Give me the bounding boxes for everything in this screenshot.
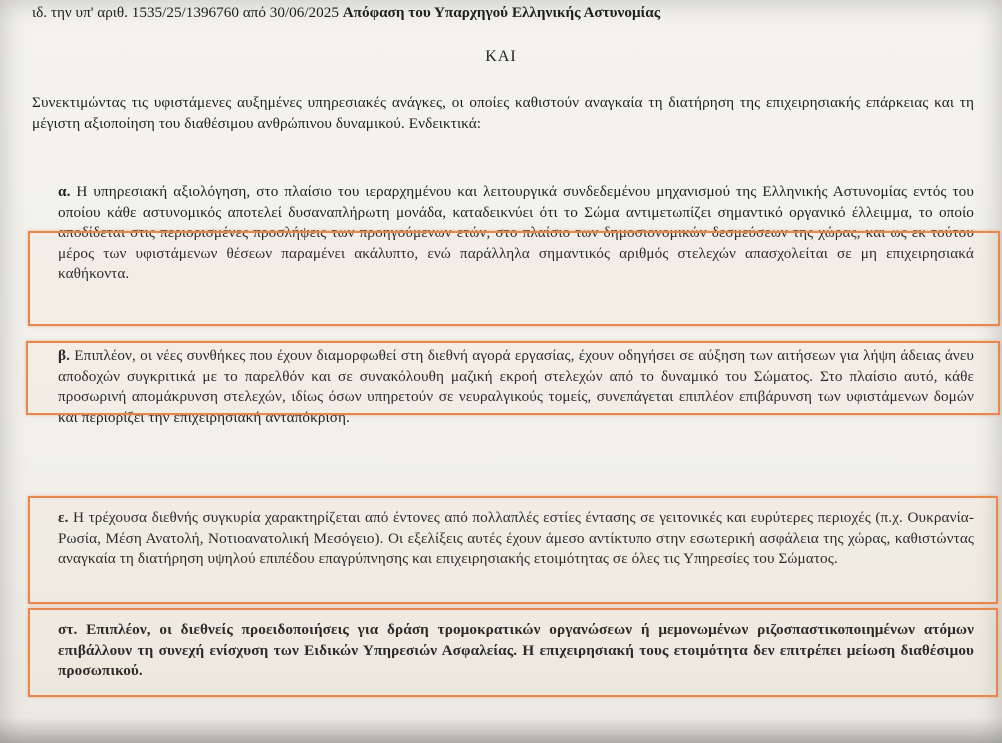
paragraph-b-label: β. — [58, 347, 70, 364]
heading-kai: ΚΑΙ — [485, 48, 517, 65]
paragraph-st — [58, 620, 974, 682]
paragraph-b — [58, 346, 974, 428]
paragraph-e-label: ε. — [58, 509, 69, 526]
paragraph-e-text: Η τρέχουσα διεθνής συγκυρία χαρακτηρίζεται από έντονες από πολλαπλές εστίες έντασης σε γειτονικές και ευρύτερες περιοχές (π.χ. Ουκρανία-Ρωσία, Μέση Ανατολή, Νοτιοανατολική Μεσόγειο). Οι εξελίξεις αυτές έχουν άμεσο αντίκτυπο στην εσωτερική ασφάλεια της χώρας, καθιστώντας αναγκαία τη διατήρηση υψηλού επιπέδου επαγρύπνησης και επιχειρησιακής ετοιμότητας σε όλες τις Υπηρεσίες του Σώματος. — [58, 509, 974, 568]
reference-prefix: ιδ. την υπ' αριθ. 1535/25/1396760 από 30/06/2025 — [32, 4, 339, 21]
paragraph-a-label: α. — [58, 183, 71, 200]
paragraph-b-text: Επιπλέον, οι νέες συνθήκες που έχουν διαμορφωθεί στη διεθνή αγορά εργασίας, έχουν οδηγήσει σε αύξηση των αιτήσεων για λήψη άδειας άνευ αποδοχών συγκριτικά με το παρελθόν και σε συνακόλουθη μαζική εκροή στελεχών από το δυναμικό του Σώματος. Στο πλαίσιο αυτό, κάθε προσωρινή απομάκρυνση στελεχών, ιδίως όσων υπηρετούν σε νευραλγικούς τομείς, συνεπάγεται επιπλέον επιβάρυνση των υφιστάμενων δομών και περιορίζει την επιχειρησιακή ανταπόκριση. — [58, 347, 974, 426]
page-bottom-shadow — [0, 717, 1002, 743]
intro-paragraph: Συνεκτιμώντας τις υφιστάμενες αυξημένες υπηρεσιακές ανάγκες, οι οποίες καθιστούν αναγκαία τη διατήρηση της επιχειρησιακής επάρκειας και τη μέγιστη αξιοποίηση του διαθέσιμου ανθρώπινου δυναμικού. Ενδεικτικά: — [32, 94, 974, 132]
paragraph-a-text: Η υπηρεσιακή αξιολόγηση, στο πλαίσιο του ιεραρχημένου και λειτουργικά συνδεδεμένου μηχανισμού της Ελληνικής Αστυνομίας εντός του οποίου κάθε αστυνομικός αποτελεί δυσαναπλήρωτη μονάδα, καταδεικνύει ότι το Σώμα αντιμετωπίζει σημαντικό οργανικό έλλειμμα, το οποίο αποδίδεται στις περιορισμένες προσλήψεις των προηγούμενων ετών, στο πλαίσιο των δημοσιονομικών δεσμεύσεων της χώρας, και ως εκ τούτου μέρος των υφιστάμενων θέσεων παραμένει ακάλυπτο, ενώ παράλληλα σημαντικός αριθμός στελεχών απασχολείται σε μη επιχειρησιακά καθήκοντα. — [58, 183, 974, 283]
paragraph-e — [58, 508, 974, 570]
reference-line — [32, 3, 660, 23]
paragraph-st-text: Επιπλέον, οι διεθνείς προειδοποιήσεις για δράση τρομοκρατικών οργανώσεων ή μεμονωμένων ριζοσπαστικοποιημένων ατόμων επιβάλλουν τη συνεχή ενίσχυση των Ειδικών Υπηρεσιών Ασφαλείας. Η επιχειρησιακή τους ετοιμότητα δεν επιτρέπει μείωση διαθέσιμου προσωπικού. — [58, 621, 974, 680]
reference-decision-title: Απόφαση του Υπαρχηγού Ελληνικής Αστυνομίας — [342, 4, 661, 21]
paragraph-st-label: στ. — [58, 621, 78, 638]
paragraph-a — [58, 182, 974, 285]
